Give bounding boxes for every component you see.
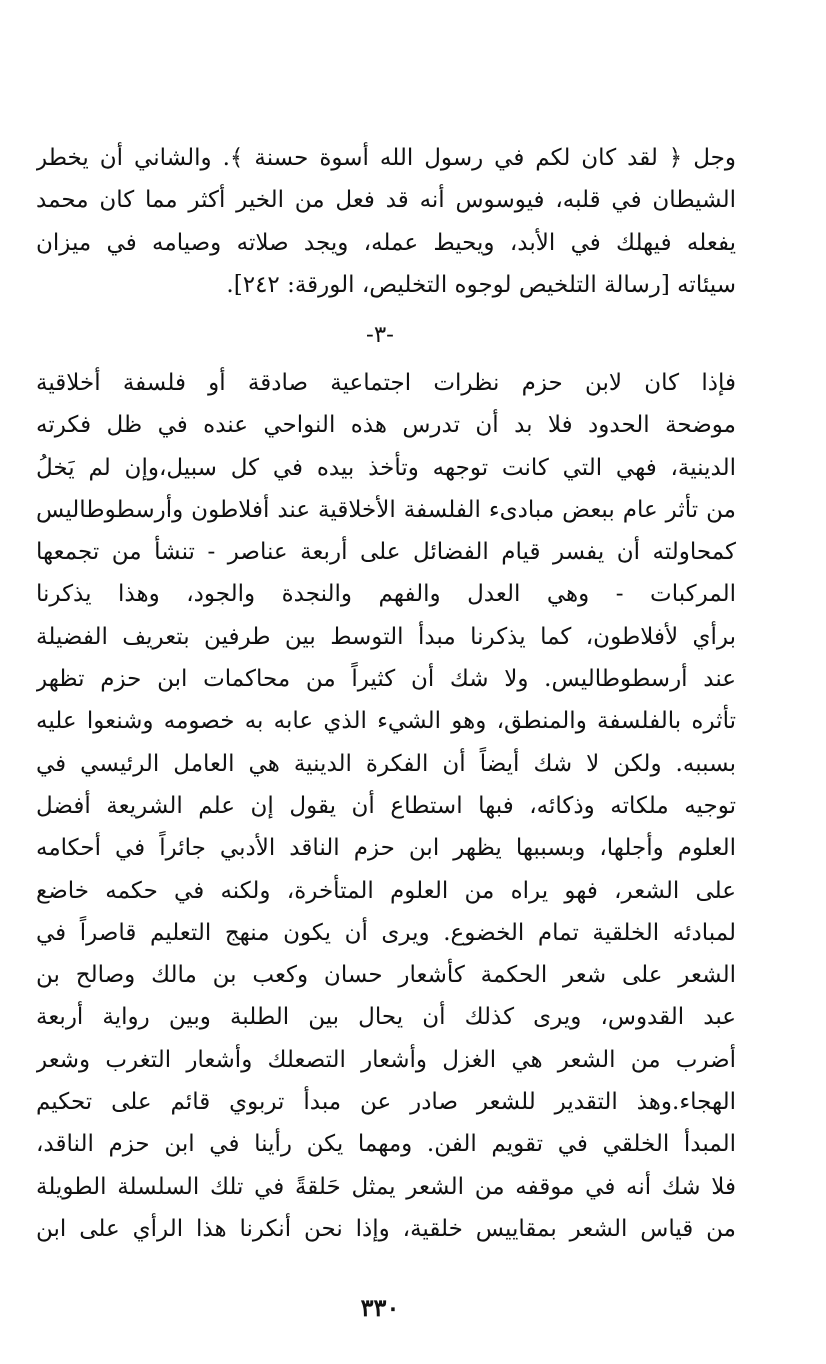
text-line: المبدأ الخلقي في تقويم الفن. ومهما يكن رأينا في ابن حزم الناقد، [36, 1131, 736, 1158]
text-line: فإذا كان لابن حزم نظرات اجتماعية صادقة أو فلسفة أخلاقية [36, 370, 736, 396]
text-line: الدينية، فهي التي كانت توجهه وتأخذ بيده في كل سبيل،وإن لم يَخلُ [36, 454, 736, 481]
text-line: من تأثر عام ببعض مبادىء الفلسفة الأخلاقية عند أفلاطون وأرسطوطاليس [36, 496, 736, 523]
text-line: يفعله فيهلك في الأبد، ويحيط عمله، ويجد صلاته وصيامه في ميزان [36, 229, 736, 256]
text-line: عبد القدوس، ويرى كذلك أن يحال بين الطلبة وبين رواية أربعة [36, 1004, 736, 1031]
text-line: من قياس الشعر بمقاييس خلقية، وإذا نحن أنكرنا هذا الرأي على ابن [36, 1215, 736, 1242]
text-line: أضرب من الشعر هي الغزل وأشعار التصعلك وأشعار التغرب وشعر [36, 1046, 736, 1073]
text-line: الشعر على شعر الحكمة كأشعار حسان وكعب بن مالك وصالح بن [36, 962, 736, 989]
text-line: بسببه. ولكن لا شك أيضاً أن الفكرة الدينية هي العامل الرئيسي في [36, 750, 736, 777]
text-line: برأي لأفلاطون، كما يذكرنا مبدأ التوسط بين طرفين بتعريف الفضيلة [36, 623, 736, 650]
text-line: الشيطان في قلبه، فيوسوس أنه قد فعل من الخير أكثر مما كان محمد [36, 187, 736, 214]
paragraph-continuation [36, 137, 736, 306]
text-line: الهجاء.وهذ التقدير للشعر صادر عن مبدأ تربوي قائم على تحكيم [36, 1089, 736, 1116]
text-line: العلوم وأجلها، وبسببها يظهر ابن حزم الناقد الأدبي جائراً في أحكامه [36, 835, 736, 862]
section-number: -٣- [366, 322, 394, 348]
text-line: كمحاولته أن يفسر قيام الفضائل على أربعة عناصر - تنشأ من تجمعها [36, 539, 736, 566]
text-line: على الشعر، فهو يراه من العلوم المتأخرة، ولكنه في حكمه خاضع [36, 877, 736, 904]
text-line: توجيه ملكاته وذكائه، فبها استطاع أن يقول إن علم الشريعة أفضل [36, 792, 736, 819]
text-line: تأثره بالفلسفة والمنطق، وهو الشيء الذي عابه به خصومه وشنعوا عليه [36, 708, 736, 735]
paragraph-main [36, 362, 736, 1250]
text-line: المركبات - وهي العدل والفهم والنجدة والجود، وهذا يذكرنا [36, 581, 736, 608]
text-line: موضحة الحدود فلا بد أن تدرس هذه النواحي عنده في ظل فكرته [36, 412, 736, 439]
text-line: سيئاته [رسالة التلخيص لوجوه التخليص، الورقة: ٢٤٢]. [226, 271, 736, 298]
text-line: عند أرسطوطاليس. ولا شك أن كثيراً من محاكمات ابن حزم تظهر [36, 666, 736, 693]
text-line: وجل ﴿ لقد كان لكم في رسول الله أسوة حسنة ﴾. والشاني أن يخطر [36, 145, 736, 171]
text-line: لمبادئه الخلقية تمام الخضوع. ويرى أن يكون منهج التعليم قاصراً في [36, 919, 736, 946]
page-number: ٣٣٠ [360, 1293, 400, 1322]
text-line: فلا شك أنه في موقفه من الشعر يمثل حَلقةً في تلك السلسلة الطويلة [36, 1173, 736, 1200]
